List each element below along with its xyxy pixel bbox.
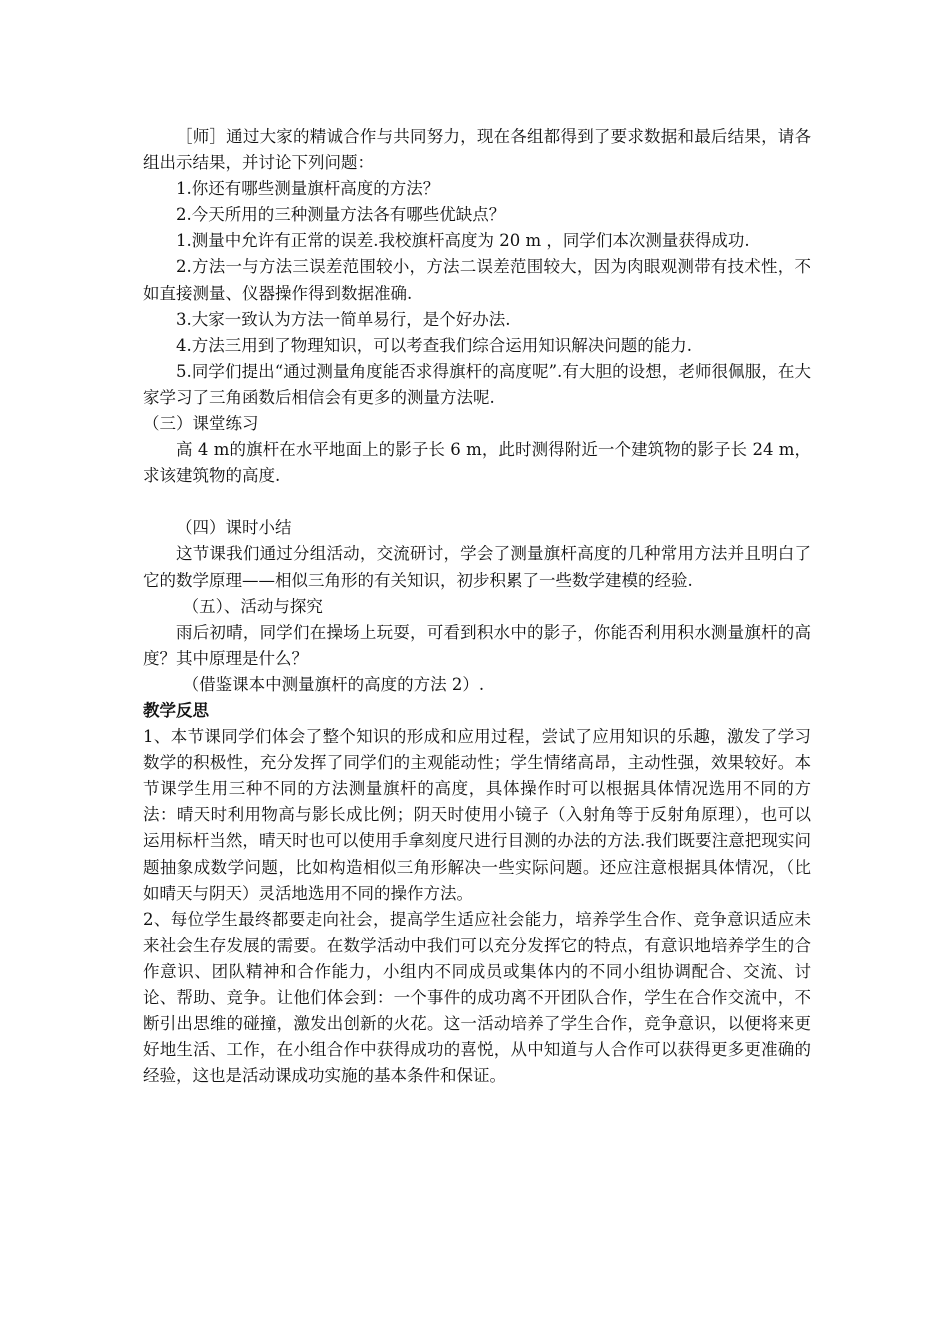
reflection-paragraph-1: 1、本节课同学们体会了整个知识的形成和应用过程，尝试了应用知识的乐趣，激发了学习数学的积极性，充分发挥了同学们的主观能动性；学生情绪高昂，主动性强，效果较好。本节课学生用三种不同的方法测量旗杆的高度，具体操作时可以根据具体情况选用不同的方法：晴天时利用物高与影长成比例；阴天时使用小镜子（入射角等于反射角原理），也可以运用标杆当然，晴天时也可以使用手拿刻度尺进行目测的办法的方法.我们既要注意把现实问题抽象成数学问题，比如构造相似三角形解决一些实际问题。还应注意根据具体情况，（比如晴天与阴天）灵活地选用不同的操作方法。 bbox=[143, 727, 811, 903]
answer-1: 1.测量中允许有正常的误差.我校旗杆高度为 20 m ，同学们本次测量获得成功. bbox=[176, 231, 750, 251]
exercise-paragraph: 高 4 m的旗杆在水平地面上的影子长 6 m，此时测得附近一个建筑物的影子长 24 m，求该建筑物的高度. bbox=[143, 440, 811, 486]
answer-3: 3.大家一致认为方法一简单易行，是个好办法. bbox=[176, 309, 511, 329]
explore-paragraph: 雨后初晴，同学们在操场上玩耍，可看到积水中的影子，你能否利用积水测量旗杆的高度？其中原理是什么？ bbox=[143, 622, 811, 668]
section-heading-summary: （四）课时小结 bbox=[176, 518, 292, 538]
answer-2: 2.方法一与方法三误差范围较小，方法二误差范围较大，因为肉眼观测带有技术性，不如直接测量、仪器操作得到数据准确. bbox=[143, 257, 811, 303]
summary-paragraph: 这节课我们通过分组活动，交流研讨，学会了测量旗杆高度的几种常用方法并且明白了它的数学原理——相似三角形的有关知识，初步积累了一些数学建模的经验. bbox=[143, 544, 811, 590]
explore-hint: （借鉴课本中测量旗杆的高度的方法 2）. bbox=[182, 674, 485, 694]
blank-line bbox=[143, 489, 811, 515]
answer-5: 5.同学们提出“通过测量角度能否求得旗杆的高度呢”.有大胆的设想，老师很佩服，在大家学习了三角函数后相信会有更多的测量方法呢. bbox=[143, 361, 811, 407]
question-2: 2.今天所用的三种测量方法各有哪些优缺点？ bbox=[176, 205, 506, 225]
section-heading-explore: （五）、活动与探究 bbox=[182, 596, 323, 616]
section-heading-practice: （三）课堂练习 bbox=[143, 414, 259, 434]
question-1: 1.你还有哪些测量旗杆高度的方法？ bbox=[176, 179, 440, 199]
document-body bbox=[143, 124, 811, 1089]
answer-4: 4.方法三用到了物理知识，可以考查我们综合运用知识解决问题的能力. bbox=[176, 335, 692, 355]
reflection-title: 教学反思 bbox=[143, 700, 209, 720]
teacher-paragraph: ［师］通过大家的精诚合作与共同努力，现在各组都得到了要求数据和最后结果，请各组出示结果，并讨论下列问题： bbox=[143, 127, 811, 173]
reflection-paragraph-2: 2、每位学生最终都要走向社会，提高学生适应社会能力，培养学生合作、竞争意识适应未来社会生存发展的需要。在数学活动中我们可以充分发挥它的特点，有意识地培养学生的合作意识、团队精神和合作能力，小组内不同成员或集体内的不同小组协调配合、交流、讨论、帮助、竞争。让他们体会到：一个事件的成功离不开团队合作，学生在合作交流中，不断引出思维的碰撞，激发出创新的火花。这一活动培养了学生合作，竞争意识，以便将来更好地生活、工作，在小组合作中获得成功的喜悦，从中知道与人合作可以获得更多更准确的经验，这也是活动课成功实施的基本条件和保证。 bbox=[143, 909, 811, 1086]
